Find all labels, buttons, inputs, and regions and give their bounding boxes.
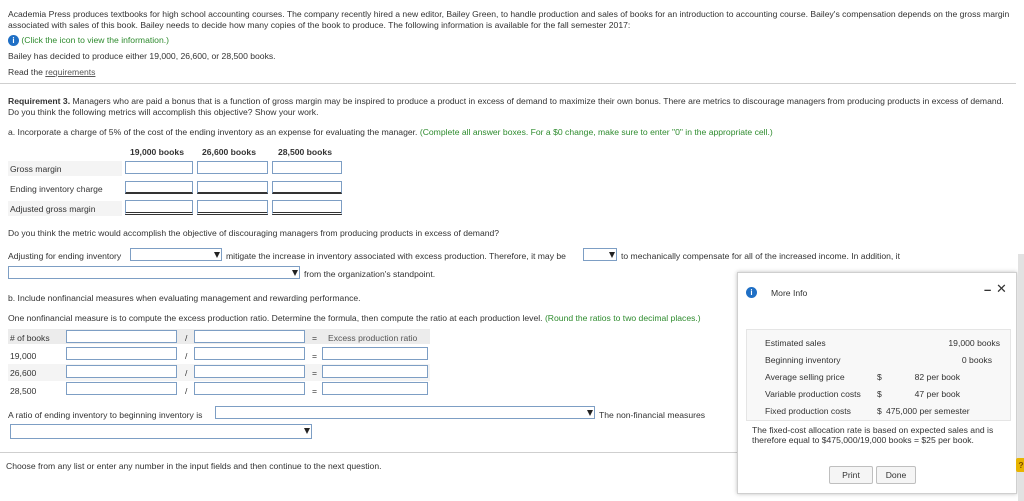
info-value-3: 47 per book (914, 389, 960, 399)
gross-margin-19000-input[interactable] (125, 161, 193, 174)
done-button[interactable]: Done (876, 466, 916, 484)
ratio-19000-numerator-input[interactable] (66, 347, 177, 360)
ratio-statement: A ratio of ending inventory to beginning inventory is (8, 410, 203, 420)
adjusted-gm-28500-input[interactable] (272, 200, 342, 215)
standpoint-dropdown[interactable] (8, 266, 300, 279)
formula-text: One nonfinancial measure is to compute the excess production ratio. Determine the formula, then compute the ratio at each production level. (8, 313, 543, 323)
help-icon[interactable]: ? (1016, 458, 1024, 472)
chevron-down-icon (304, 428, 310, 434)
info-label-4: Fixed production costs (765, 406, 851, 416)
ratio-26600-denominator-input[interactable] (194, 365, 305, 378)
info-label-2: Average selling price (765, 372, 845, 382)
may-be-dropdown[interactable] (583, 248, 617, 261)
footer-instruction: Choose from any list or enter any number in the input fields and then continue to the next question. (6, 461, 382, 471)
read-the-label: Read the (8, 67, 43, 77)
equals-19000: = (312, 351, 318, 361)
req3-text (8, 96, 1014, 118)
ratio-row-26600: 26,600 (10, 368, 37, 378)
row-adjusted-gross-margin: Adjusted gross margin (10, 204, 96, 214)
info-value-2: 82 per book (914, 372, 960, 382)
row-gross-margin: Gross margin (10, 164, 62, 174)
more-info-dialog (737, 272, 1017, 494)
divide-26600: / (185, 368, 188, 378)
info-sym-4: $ (877, 406, 882, 416)
info-label-1: Beginning inventory (765, 355, 841, 365)
section-divider (0, 83, 1016, 84)
part-b-instruction: b. Include nonfinancial measures when evaluating management and rewarding performance. (8, 293, 361, 303)
allocation-note: The fixed-cost allocation rate is based on expected sales and is therefore equal to $475,000/19,000 books = $25 per book. (752, 425, 994, 445)
info-sym-3: $ (877, 389, 882, 399)
ratio-26600-result-input[interactable] (322, 365, 428, 378)
equals-26600: = (312, 368, 318, 378)
gross-margin-26600-input[interactable] (197, 161, 268, 174)
ratio-header-divide: / (185, 333, 188, 343)
req3-title: Requirement 3. (8, 96, 71, 106)
part-a-note: (Complete all answer boxes. For a $0 change, make sure to enter "0" in the appropriate cell.) (419, 127, 773, 137)
metric-question: Do you think the metric would accomplish the objective of discouraging managers from producing products in excess of demand? (8, 228, 500, 238)
chevron-down-icon (587, 410, 593, 416)
adjusted-gm-19000-input[interactable] (125, 200, 193, 215)
ratio-header-equals: = (312, 333, 318, 343)
info-icon[interactable]: i (8, 35, 19, 46)
nonfinancial-text: The non-financial measures (599, 410, 706, 420)
chevron-down-icon (609, 252, 615, 258)
part-a-label: a. Incorporate a charge of 5% of the cost of the ending inventory as an expense for evaluating the manager. (8, 127, 418, 137)
ratio-numerator-header-input[interactable] (66, 330, 177, 343)
print-button[interactable]: Print (829, 466, 873, 484)
close-icon[interactable]: ✕ (996, 281, 1007, 296)
ratio-28500-denominator-input[interactable] (194, 382, 305, 395)
ratio-header-books: # of books (10, 333, 50, 343)
ratio-26600-numerator-input[interactable] (66, 365, 177, 378)
minimize-icon[interactable]: – (984, 282, 992, 297)
chevron-down-icon (214, 252, 220, 258)
ratio-dropdown[interactable] (215, 406, 595, 419)
click-info-text[interactable]: (Click the icon to view the information.) (21, 35, 169, 45)
footer-divider (0, 452, 740, 453)
adjusted-gm-26600-input[interactable] (197, 200, 268, 215)
part-a-instruction (8, 127, 773, 137)
info-label-0: Estimated sales (765, 338, 826, 348)
info-label-3: Variable production costs (765, 389, 861, 399)
info-value-1: 0 books (961, 355, 992, 365)
adjusting-dropdown[interactable] (130, 248, 222, 261)
ratio-row-28500: 28,500 (10, 386, 37, 396)
compensate-text: to mechanically compensate for all of the increased income. In addition, it (621, 251, 900, 261)
formula-note: (Round the ratios to two decimal places.) (544, 313, 701, 323)
ratio-19000-result-input[interactable] (322, 347, 428, 360)
ratio-denominator-header-input[interactable] (194, 330, 305, 343)
chevron-down-icon (292, 270, 298, 276)
mitigate-text: mitigate the increase in inventory associated with excess production. Therefore, it may be (226, 251, 566, 261)
intro-text: Academia Press produces textbooks for high school accounting courses. The company recently hired a new editor, Bailey Green, to handle production and sales of books for an introduction to accounting course. Bailey's compensation depends on the gross margin associated with sales of this book. Bailey needs to decide how many copies of the book to produce. The following information is available for the fall semester 2017: (8, 9, 1010, 30)
row-ending-inventory-charge: Ending inventory charge (10, 184, 103, 194)
inventory-charge-28500-input[interactable] (272, 181, 342, 194)
col-header-26600: 26,600 books (202, 147, 256, 157)
equals-28500: = (312, 386, 318, 396)
ratio-row-19000: 19,000 (10, 351, 37, 361)
ratio-28500-result-input[interactable] (322, 382, 428, 395)
inventory-charge-19000-input[interactable] (125, 181, 193, 194)
col-header-19000: 19,000 books (130, 147, 184, 157)
ratio-19000-denominator-input[interactable] (194, 347, 305, 360)
gross-margin-28500-input[interactable] (272, 161, 342, 174)
req3-body: Managers who are paid a bonus that is a function of gross margin may be inspired to produce a product in excess of demand to maximize their own bonus. There are metrics to discourage managers from producing products in excess of demand. Do you think the following metrics will accomplish this objective? Show your work. (8, 96, 1004, 117)
divide-19000: / (185, 351, 188, 361)
formula-instruction (8, 313, 701, 323)
info-link[interactable] (8, 35, 169, 46)
nonfinancial-dropdown[interactable] (10, 424, 312, 439)
info-icon: i (746, 287, 757, 298)
info-value-4: 475,000 per semester (886, 406, 970, 416)
ratio-28500-numerator-input[interactable] (66, 382, 177, 395)
dialog-title: More Info (771, 288, 808, 298)
info-sym-2: $ (877, 372, 882, 382)
requirements-link[interactable]: requirements (45, 67, 96, 77)
read-requirements (8, 67, 95, 77)
col-header-28500: 28,500 books (278, 147, 332, 157)
divide-28500: / (185, 386, 188, 396)
ratio-header-result: Excess production ratio (328, 333, 418, 343)
info-value-0: 19,000 books (948, 338, 1000, 348)
adjusting-label: Adjusting for ending inventory (8, 251, 122, 261)
inventory-charge-26600-input[interactable] (197, 181, 268, 194)
standpoint-text: from the organization's standpoint. (304, 269, 436, 279)
decided-text: Bailey has decided to produce either 19,000, 26,600, or 28,500 books. (8, 51, 276, 61)
